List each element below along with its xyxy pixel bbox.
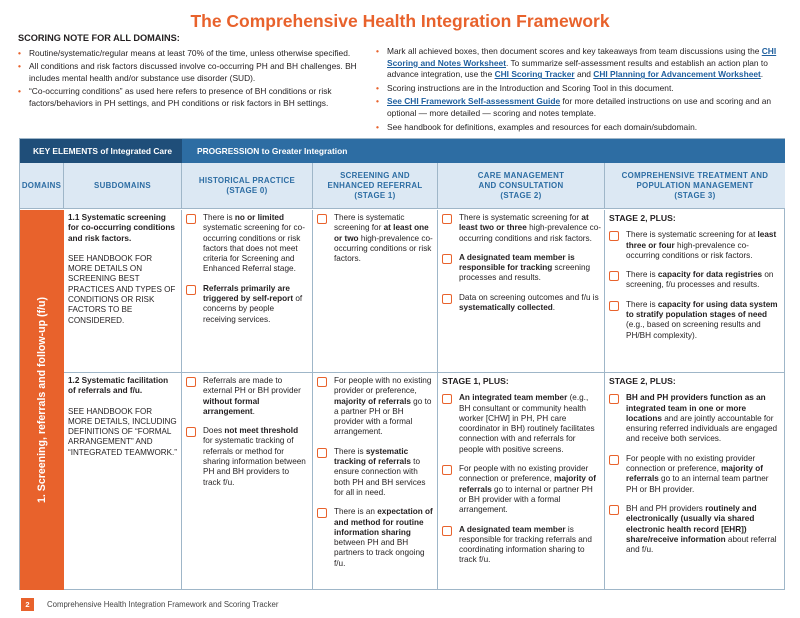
text: high-prevalence co-occurring conditions and risk factors. [459, 223, 601, 243]
criteria-text [203, 213, 309, 275]
text: For people with no existing provider connection or preference, [626, 453, 756, 474]
text: Data on screening outcomes and f/u is [459, 292, 599, 302]
criteria-item [317, 507, 434, 569]
page-footer [21, 598, 278, 611]
subdomain-title: 1.1 Systematic screening for co-occurring conditions and risk factors. [68, 213, 175, 243]
page-title: The Comprehensive Health Integration Framework [190, 11, 610, 31]
criteria-item [442, 213, 601, 244]
subdomain-note: SEE HANDBOOK FOR MORE DETAILS, INCLUDING DEFINITIONS OF “FORMAL ARRANGEMENT” AND “INTEGRATED TEAMWORK.” [68, 406, 177, 457]
instruction-text: . [760, 69, 764, 80]
page-number: 2 [21, 598, 34, 611]
criteria-item [186, 376, 309, 417]
text: go to an internal team partner PH or BH provider. [626, 474, 769, 494]
text: There is systematic screening for [459, 213, 582, 222]
stage-plus-label: STAGE 1, PLUS: [442, 376, 509, 386]
bold-text: Referrals primarily are triggered by self-report [203, 283, 294, 304]
bold-text: A designated team member is responsible for tracking [459, 252, 575, 273]
header-line: ENHANCED REFERRAL [327, 180, 423, 190]
text: go to internal or partner PH or BH provider with a formal arrangement. [459, 484, 593, 515]
progression-label: PROGRESSION to Greater Integration [182, 139, 785, 163]
row1-stage2 [438, 210, 605, 373]
criteria-text [203, 426, 309, 488]
stage-3-header [605, 163, 785, 209]
checkbox[interactable] [442, 254, 452, 264]
criteria-item [609, 270, 782, 291]
planning-worksheet-link[interactable]: CHI Planning for Advancement Worksheet [593, 69, 761, 80]
list-item: • Scoring instructions are in the Introduction and Scoring Tool in this document. [376, 83, 786, 95]
criteria-item [317, 376, 434, 438]
checkbox[interactable] [442, 526, 452, 536]
text: Does [203, 426, 225, 436]
instructions [376, 46, 786, 135]
criteria-item [317, 213, 434, 264]
row1-stage0 [182, 210, 313, 373]
subdomain-1-2 [64, 373, 182, 590]
stage-plus-label: STAGE 2, PLUS: [609, 376, 676, 386]
text: to ensure connection with both PH and BH services for all in need. [334, 457, 426, 497]
bold-text: capacity for using data system to stratify population stages of need [626, 299, 778, 320]
header-line: CARE MANAGEMENT [477, 170, 565, 180]
bold-text: at least one or two [334, 223, 429, 243]
criteria-item [186, 426, 309, 488]
footer-text: Comprehensive Health Integration Framework and Scoring Tracker [47, 600, 279, 609]
bold-text: at least two or three [459, 213, 589, 233]
stage-plus-label: STAGE 2, PLUS: [609, 213, 676, 223]
checkbox[interactable] [609, 394, 619, 404]
text: There is an [334, 507, 378, 517]
text: systematic screening for co-occurring conditions or risk factors that does not meet criteria for Screening and Enhanced Referral stage. [203, 223, 305, 274]
bold-text: majority of referrals [626, 464, 763, 484]
text: There is systematic screening for [334, 213, 405, 233]
domain-label [20, 210, 64, 590]
checkbox[interactable] [186, 285, 196, 295]
criteria-item [186, 213, 309, 275]
list-item: • “Co-occurring conditions” as used here refers to presence of BH conditions or risk factors/behaviors in PH settings, and PH conditions or risk factors in BH settings. [18, 86, 363, 109]
list-item [376, 46, 786, 81]
criteria-item [609, 230, 782, 261]
checkbox[interactable] [317, 448, 327, 458]
instruction-text: and [574, 69, 594, 80]
row2-stage0 [182, 373, 313, 590]
scoring-note-heading: SCORING NOTE FOR ALL DOMAINS: [18, 33, 180, 43]
criteria-text [459, 393, 601, 455]
criteria-text [459, 525, 601, 566]
bold-text: systematically collected [459, 303, 553, 313]
checkbox[interactable] [609, 505, 619, 515]
key-elements-label: KEY ELEMENTS of Integrated Care [20, 139, 182, 163]
checkbox[interactable] [186, 377, 196, 387]
text: for systematic tracking of referrals or method for sharing information between PH and BH providers to track f/u. [203, 436, 306, 487]
criteria-text [459, 213, 601, 244]
bold-text: routinely and electronically (usually via shared electronic health record [EHR]) share/receive information [626, 503, 757, 544]
checkbox[interactable] [442, 214, 452, 224]
checkbox[interactable] [317, 214, 327, 224]
subdomain-title: 1.2 Systematic facilitation of referrals and f/u. [68, 376, 169, 396]
row1-stage3 [605, 210, 785, 373]
header-line: HISTORICAL PRACTICE [198, 175, 296, 185]
text: Referrals are made to external PH or BH provider [203, 376, 301, 396]
instruction-text: for more detailed instructions on use and scoring and an optional — more detailed — scoring and notes template. [387, 96, 772, 118]
criteria-text [626, 300, 782, 341]
criteria-item [186, 284, 309, 325]
row2-stage1 [313, 373, 438, 590]
text: For people with no existing provider or preference, [334, 376, 432, 396]
criteria-text [626, 454, 782, 495]
header-line: POPULATION MANAGEMENT [636, 180, 754, 190]
text: . [552, 303, 556, 313]
row2-stage2 [438, 373, 605, 590]
bold-text: not meet threshold [224, 426, 299, 436]
checkbox[interactable] [609, 455, 619, 465]
criteria-item [609, 300, 782, 341]
checkbox[interactable] [442, 465, 452, 475]
bold-text: A designated team member [459, 524, 566, 534]
checkbox[interactable] [442, 394, 452, 404]
criteria-text [626, 270, 782, 291]
criteria-text [334, 376, 434, 438]
text: high-prevalence co-occurring conditions or risk factors. [334, 233, 433, 264]
list-item: • Routine/systematic/regular means at least 70% of the time, unless otherwise specified. [18, 48, 363, 60]
bold-text: no or limited [234, 213, 284, 222]
text: go to a partner PH or BH provider with a formal arrangement. [334, 396, 432, 437]
list-item: • All conditions and risk factors discussed involve co-occurring PH and BH challenges. BH includes mental health and/or substance use disorder (SUD). [18, 61, 363, 84]
text: There is [626, 299, 658, 309]
checkbox[interactable] [186, 214, 196, 224]
criteria-item [317, 447, 434, 498]
text: For people with no existing provider connection or preference, [459, 464, 589, 484]
text: between PH and BH partners to track ongoing f/u. [334, 538, 425, 568]
text: of concerns by people receiving services. [203, 294, 303, 324]
criteria-text [626, 230, 782, 261]
instruction-text: . To summarize self-assessment results and establish an action plan to advance integration, use the [387, 57, 768, 80]
text: and are jointly accountable for ensuring referred individuals are engaged and receive both services. [626, 413, 778, 444]
subdomains-header: SUBDOMAINS [64, 163, 182, 209]
criteria-text [626, 393, 782, 444]
checkbox[interactable] [442, 294, 452, 304]
text: . [252, 406, 255, 416]
list-item [376, 96, 786, 119]
bold-text: majority of referrals [459, 474, 596, 494]
scoring-notes-worksheet-link[interactable]: CHI Scoring and Notes Worksheet [387, 46, 777, 68]
text: There is [203, 213, 235, 222]
text: There is [334, 446, 366, 456]
text: (e.g., based on screening results and PH/BH complexity). [626, 320, 761, 340]
criteria-item [609, 504, 782, 555]
instructions-list [376, 46, 786, 133]
header-line: (STAGE 2) [500, 190, 542, 200]
stage-2-header [438, 163, 605, 209]
criteria-text [459, 464, 601, 515]
criteria-text [626, 504, 782, 555]
criteria-item [609, 393, 782, 444]
criteria-text [203, 376, 309, 417]
criteria-text [203, 284, 309, 325]
stage-1-header [313, 163, 438, 209]
text: BH and PH providers [626, 503, 706, 513]
self-assessment-guide-link[interactable]: See CHI Framework Self-assessment Guide [387, 96, 561, 107]
criteria-text [459, 293, 601, 314]
bold-text: BH and PH providers function as an integrated team in one or more locations [626, 393, 766, 423]
criteria-text [334, 213, 434, 264]
checkbox[interactable] [317, 508, 327, 518]
text: There is systematic screening for at [626, 230, 758, 240]
criteria-text [334, 447, 434, 498]
checkbox[interactable] [317, 377, 327, 387]
list-item: • See handbook for definitions, examples and resources for each domain/subdomain. [376, 122, 786, 134]
criteria-item [442, 293, 601, 314]
domain-title: 1. Screening, referrals and follow-up (f/u) [36, 296, 48, 504]
criteria-item [609, 454, 782, 495]
framework-table [19, 138, 785, 590]
criteria-item [442, 525, 601, 566]
criteria-text [459, 253, 601, 284]
instruction-text: Mark all achieved boxes, then document scores and key takeaways from team discussions using the [387, 46, 762, 56]
text: high-prevalence co-occurring conditions or risk factors. [626, 240, 753, 260]
scoring-note-list [18, 48, 363, 110]
subdomain-note: SEE HANDBOOK FOR MORE DETAILS ON SCREENING BEST PRACTICES AND TYPES OF CONDITIONS OR RISK FACTORS TO BE CONSIDERED. [68, 253, 176, 325]
criteria-item [442, 464, 601, 515]
text: is responsible for tracking referrals and coordinating information sharing to track f/u. [459, 524, 592, 565]
checkbox[interactable] [609, 231, 619, 241]
text: about referral and f/u. [626, 534, 777, 555]
header-line: AND CONSULTATION [478, 180, 564, 190]
row2-stage3 [605, 373, 785, 590]
criteria-text [334, 507, 434, 569]
header-line: (STAGE 3) [674, 190, 716, 200]
row1-stage1 [313, 210, 438, 373]
bold-text: without formal arrangement [203, 396, 260, 416]
criteria-item [442, 253, 601, 284]
domains-header: DOMAINS [20, 163, 64, 209]
scoring-note [18, 33, 363, 112]
bold-text: An integrated team member [459, 393, 568, 403]
subdomain-1-1 [64, 210, 182, 373]
checkbox[interactable] [609, 301, 619, 311]
text: on screening, f/u processes and results. [626, 270, 774, 290]
scoring-tracker-link[interactable]: CHI Scoring Tracker [494, 69, 575, 80]
bold-text: capacity for data registries [657, 270, 763, 280]
header-line: (STAGE 1) [354, 190, 396, 200]
text: (e.g., BH consultant or community health worker [CHW] in PH, PH care coordinator in BH) routinely facilitates connection with and referrals for people with positive screens. [459, 393, 595, 454]
text: There is [626, 270, 658, 280]
checkbox[interactable] [609, 271, 619, 281]
criteria-item [442, 393, 601, 455]
header-line: SCREENING AND [340, 170, 410, 180]
bold-text: expectation of and method for routine information sharing [334, 507, 433, 537]
checkbox[interactable] [186, 427, 196, 437]
bold-text: majority of referrals [334, 396, 411, 406]
bold-text: least three or four [626, 230, 777, 250]
stage-0-header [182, 163, 313, 209]
bold-text: systematic tracking of referrals [334, 446, 411, 467]
header-line: (STAGE 0) [226, 185, 268, 195]
header-line: COMPREHENSIVE TREATMENT AND [621, 170, 769, 180]
text: screening processes and results. [459, 263, 591, 283]
